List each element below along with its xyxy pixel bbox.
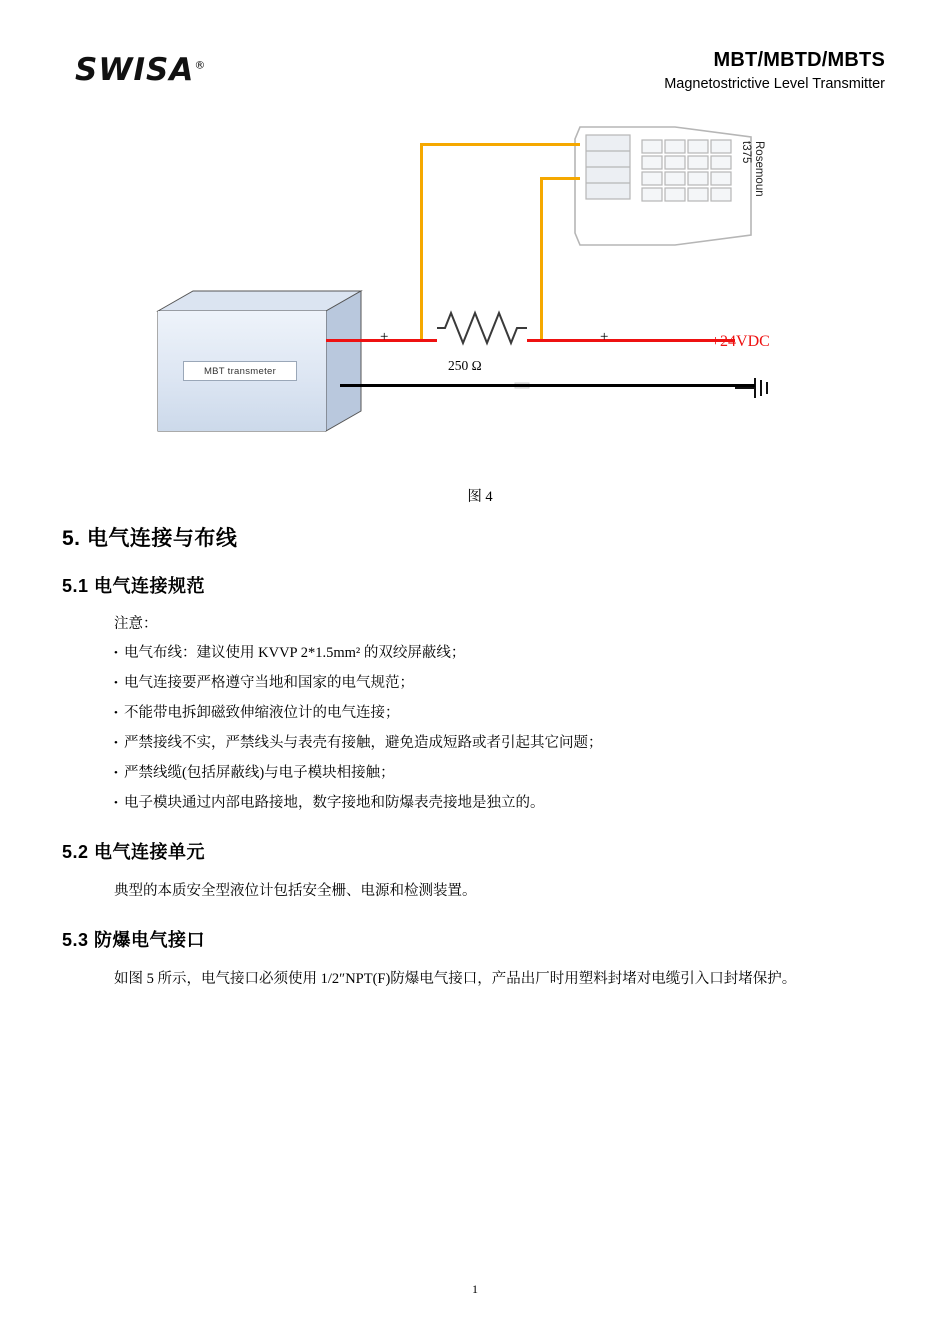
polarity-plus-right: + [600, 329, 609, 345]
list-item [114, 668, 892, 698]
hart-communicator-label: Rosemoun t375 [740, 141, 765, 197]
heading-section-5-3: 5.3 防爆电气接口 [62, 930, 206, 950]
heading-section-5-1: 5.1 电气连接规范 [62, 576, 206, 596]
heading-section-5: 5. 电气连接与布线 [62, 527, 238, 550]
wire-yellow-horizontal-top [420, 143, 580, 146]
wire-yellow-vertical-right [540, 177, 543, 339]
note-label: 注意： [114, 616, 158, 632]
list-item-text-0: 电气布线：建议使用 KVVP 2*1.5mm² 的双绞屏蔽线； [124, 645, 466, 661]
resistor-icon [437, 313, 527, 343]
brand-logo-text: SWISA [75, 52, 195, 88]
page-header [75, 48, 885, 110]
product-title: MBT/MBTD/MBTS [713, 49, 885, 71]
paragraph-section-5-3: 如图 5 所示，电气接口必须使用 1/2″NPT(F)防爆电气接口，产品出厂时用塑料封堵对电缆引入口封堵保护。 [114, 971, 797, 987]
resistor-value-label: 250 Ω [448, 358, 482, 373]
electrical-spec-list [114, 638, 892, 818]
registered-trademark-icon: ® [194, 58, 207, 72]
transmitter-label: MBT transmeter [183, 361, 297, 381]
page-footer [0, 1282, 950, 1297]
hart-communicator-icon [575, 127, 751, 245]
list-item [114, 698, 892, 728]
wire-black-return [340, 384, 755, 387]
wiring-diagram-figure [75, 115, 885, 505]
list-item-text-4: 严禁线缆(包括屏蔽线)与电子模块相接触； [124, 765, 395, 781]
list-item-text-1: 电气连接要严格遵守当地和国家的电气规范； [124, 675, 414, 691]
list-item-text-5: 电子模块通过内部电路接地，数字接地和防爆表壳接地是独立的。 [124, 795, 545, 811]
figure-caption: 图 4 [467, 489, 493, 505]
list-item-text-3: 严禁接线不实，严禁线头与表壳有接触，避免造成短路或者引起其它问题； [124, 735, 603, 751]
wire-yellow-vertical-left [420, 143, 423, 339]
paragraph-section-5-2: 典型的本质安全型液位计包括安全栅、电源和检测装置。 [114, 883, 477, 899]
list-item [114, 758, 892, 788]
heading-section-5-2: 5.2 电气连接单元 [62, 842, 206, 862]
document-body [62, 500, 892, 994]
brand-logo [75, 52, 206, 88]
product-subtitle: Magnetostrictive Level Transmitter [664, 76, 885, 92]
page-number: 1 [472, 1282, 478, 1296]
list-item [114, 728, 892, 758]
list-item [114, 638, 892, 668]
list-item [114, 788, 892, 818]
supply-voltage-label: +24VDC [711, 333, 770, 350]
wire-yellow-horizontal-lower [540, 177, 580, 180]
list-item-text-2: 不能带电拆卸磁致伸缩液位计的电气连接； [124, 705, 400, 721]
ground-icon [735, 378, 767, 398]
wire-red-right [527, 339, 735, 342]
polarity-plus-left: + [380, 329, 389, 345]
header-titles [664, 48, 885, 94]
